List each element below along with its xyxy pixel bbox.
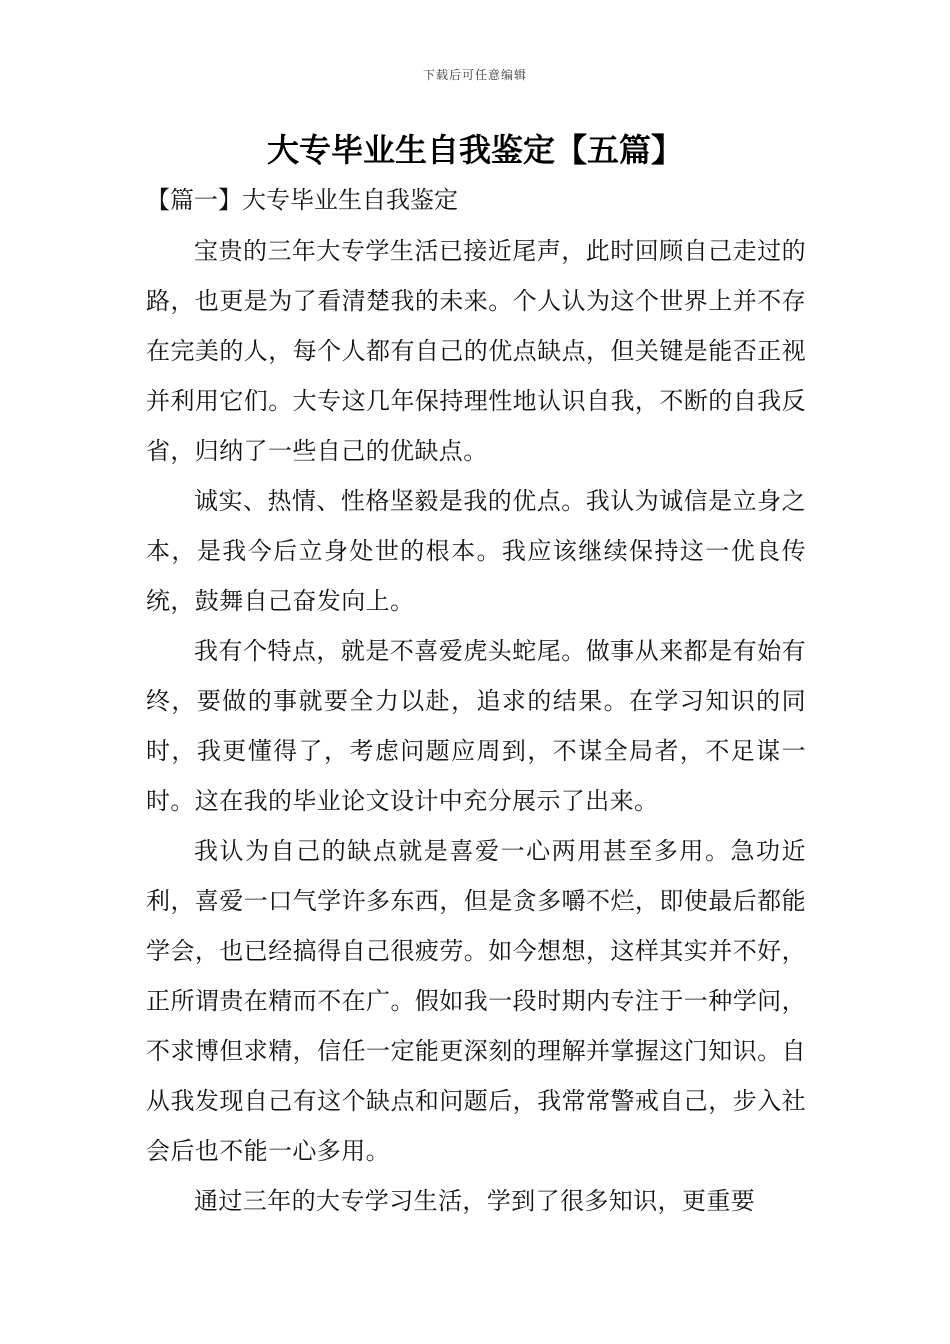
document-body [146, 226, 806, 1226]
paragraph: 宝贵的三年大专学生活已接近尾声，此时回顾自己走过的路，也更是为了看清楚我的未来。个人认为这个世界上并不存在完美的人，每个人都有自己的优点缺点，但关键是能否正视并利用它们。大专这几年保持理性地认识自我，不断的自我反省，归纳了一些自己的优缺点。 [146, 237, 806, 465]
paragraph: 诚实、热情、性格坚毅是我的优点。我认为诚信是立身之本，是我今后立身处世的根本。我应该继续保持这一优良传统，鼓舞自己奋发向上。 [146, 487, 806, 615]
paragraph: 通过三年的大专学习生活，学到了很多知识，更重要 [194, 1187, 756, 1215]
document-title: 大专毕业生自我鉴定【五篇】 [266, 131, 683, 169]
paragraph: 我认为自己的缺点就是喜爱一心两用甚至多用。急功近利，喜爱一口气学许多东西，但是贪多嚼不烂，即使最后都能学会，也已经搞得自己很疲劳。如今想想，这样其实并不好，正所谓贵在精而不在广。假如我一段时期内专注于一种学问，不求博但求精，信任一定能更深刻的理解并掌握这门知识。自从我发现自己有这个缺点和问题后，我常常警戒自己，步入社会后也不能一心多用。 [146, 837, 806, 1165]
section-heading: 【篇一】大专毕业生自我鉴定 [146, 186, 458, 214]
header-note: 下载后可任意编辑 [422, 68, 527, 82]
paragraph: 我有个特点，就是不喜爱虎头蛇尾。做事从来都是有始有终，要做的事就要全力以赴，追求的结果。在学习知识的同时，我更懂得了，考虑问题应周到，不谋全局者，不足谋一时。这在我的毕业论文设计中充分展示了出来。 [146, 637, 806, 815]
